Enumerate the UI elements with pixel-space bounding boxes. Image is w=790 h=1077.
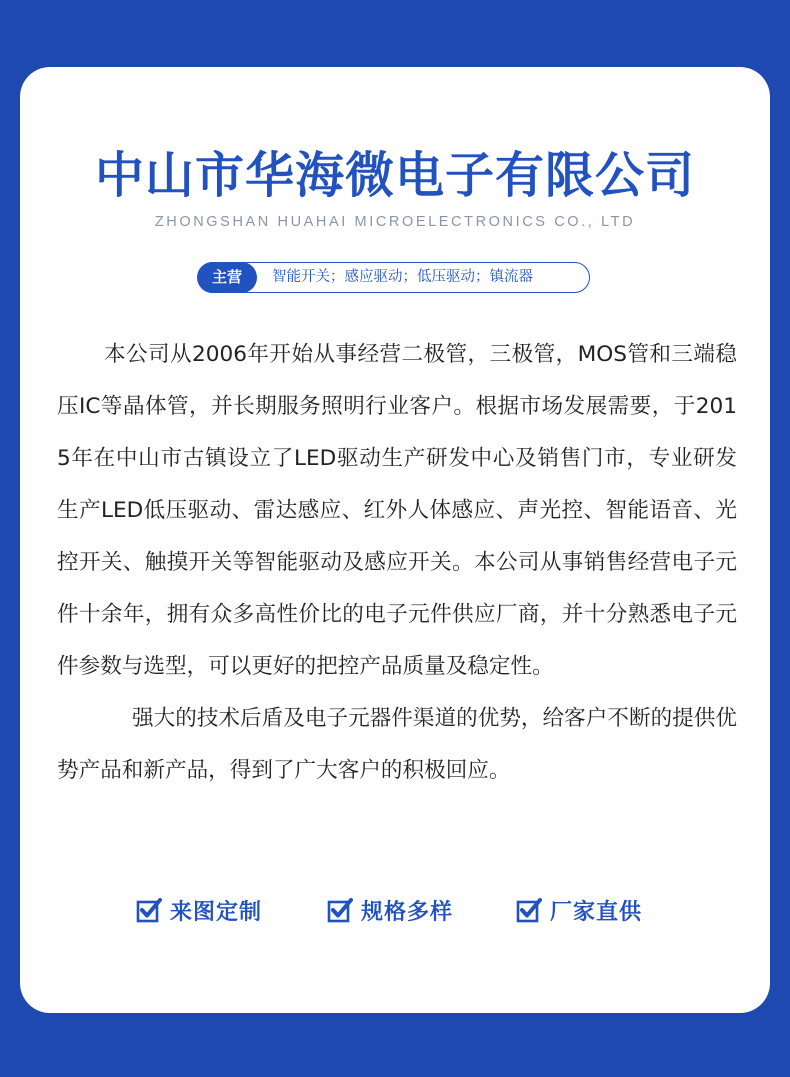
feature-label: 厂家直供 xyxy=(550,899,643,925)
feature-label: 规格多样 xyxy=(361,899,454,925)
feature-list xyxy=(0,888,790,932)
main-business-items: 智能开关；感应驱动；低压驱动；镇流器 xyxy=(272,269,533,285)
feature-custom-drawing xyxy=(136,888,262,932)
feature-factory-direct xyxy=(516,888,642,932)
company-name-cn: 中山市华海微电子有限公司 xyxy=(94,147,695,204)
company-intro xyxy=(57,329,737,799)
feature-label: 来图定制 xyxy=(170,899,263,925)
intro-paragraph-2: 强大的技术后盾及电子元器件渠道的优势，给客户不断的提供优势产品和新产品，得到了广大客户的积极回应。 xyxy=(57,706,737,783)
intro-paragraph-1: 本公司从2006年开始从事经营二极管，三极管，MOS管和三端稳压IC等晶体管，并长期服务照明行业客户。根据市场发展需要，于2015年在中山市古镇设立了LED驱动生产研发中心及销售门市，专业研发生产LED低压驱动、雷达感应、红外人体感应、声光控、智能语音、光控开关、触摸开关等智能驱动及感应开关。本公司从事销售经营电子元件十余年，拥有众多高性价比的电子元件供应厂商，并十分熟悉电子元件参数与选型，可以更好的把控产品质量及稳定性。 xyxy=(57,342,737,679)
company-name-en: ZHONGSHAN HUAHAI MICROELECTRONICS CO., LTD xyxy=(154,214,636,230)
check-icon xyxy=(136,897,162,923)
feature-various-specs xyxy=(327,888,453,932)
check-icon xyxy=(327,897,353,923)
check-icon xyxy=(516,897,542,923)
main-business-tag: 主营 xyxy=(197,262,257,293)
